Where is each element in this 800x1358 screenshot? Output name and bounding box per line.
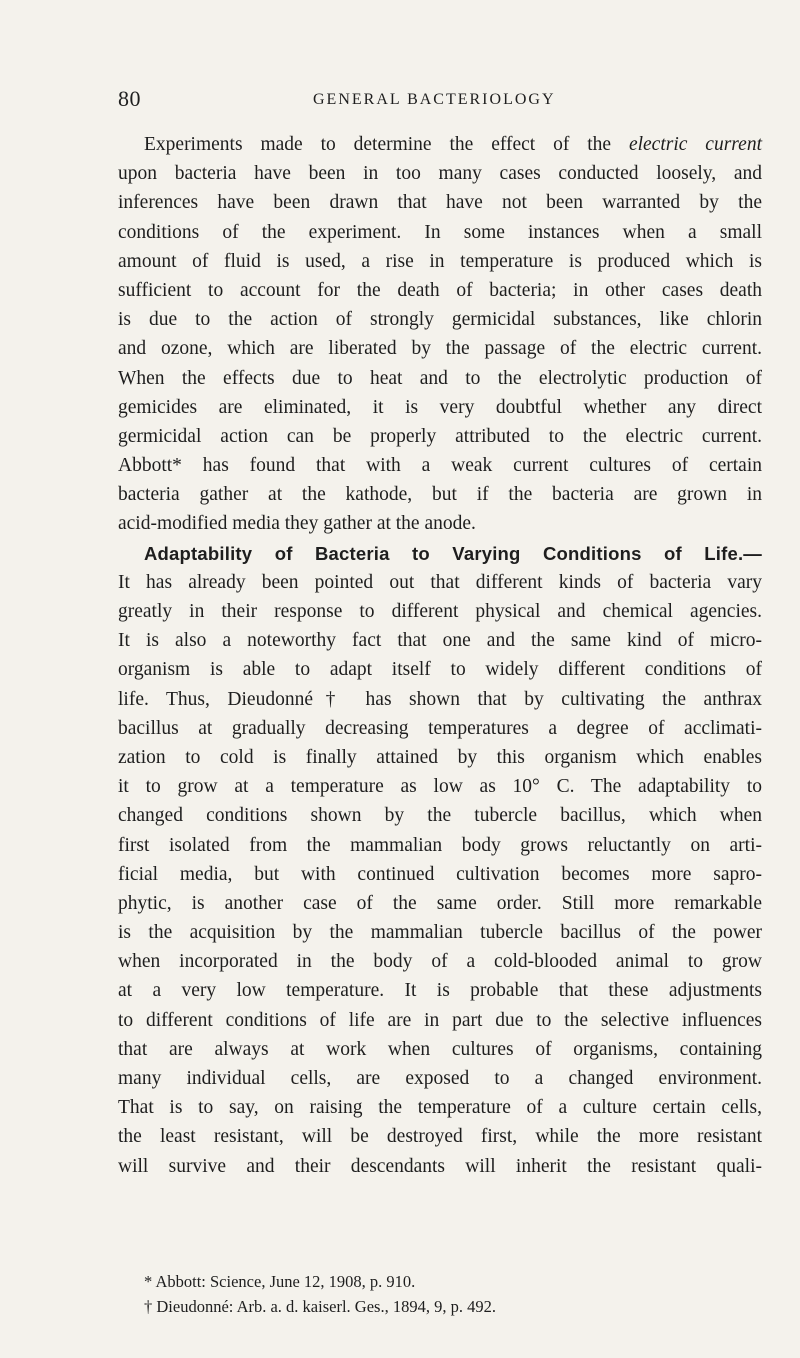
footnote-abbott: * Abbott: Science, June 12, 1908, p. 910.: [144, 1272, 416, 1291]
text-line: bacteria gather at the kathode, but if the bacteria are grown in: [118, 484, 762, 506]
text-line: amount of fluid is used, a rise in temperature is produced which is: [118, 250, 762, 272]
text-line: when incorporated in the body of a cold-blooded animal to grow: [118, 951, 762, 973]
text-line: upon bacteria have been in too many cases conducted loosely, and: [118, 163, 762, 185]
paragraph-adaptability: [118, 539, 762, 1181]
section-heading: Adaptability of Bacteria to Varying Conditions of Life.—: [144, 542, 762, 564]
paragraph-electric-current: [118, 130, 762, 539]
text-line: the least resistant, will be destroyed first, while the more resistant: [118, 1126, 762, 1148]
text-line: that are always at work when cultures of organisms, containing: [118, 1038, 762, 1060]
text-line: It is also a noteworthy fact that one and the same kind of micro-: [118, 630, 762, 652]
page-header: [118, 86, 744, 116]
text-line: bacillus at gradually decreasing temperatures a degree of acclimati-: [118, 717, 762, 739]
text-line: many individual cells, are exposed to a changed environment.: [118, 1068, 762, 1089]
running-head: GENERAL BACTERIOLOGY: [313, 91, 556, 108]
text-line: ficial media, but with continued cultivation becomes more sapro-: [118, 863, 762, 885]
text-line: and ozone, which are liberated by the passage of the electric current.: [118, 338, 762, 360]
text-line: Abbott* has found that with a weak current cultures of certain: [118, 455, 762, 477]
text-line: life. Thus, Dieudonné† has shown that by cultivating the anthrax: [118, 688, 762, 710]
text-line: It has already been pointed out that different kinds of bacteria vary: [118, 571, 762, 593]
text-line: first isolated from the mammalian body grows reluctantly on arti-: [118, 834, 762, 856]
text-line: organism is able to adapt itself to widely different conditions of: [118, 659, 762, 681]
text-line: changed conditions shown by the tubercle bacillus, which when: [118, 805, 762, 827]
text-line: That is to say, on raising the temperature of a culture certain cells,: [118, 1097, 762, 1119]
text-line: germicidal action can be properly attributed to the electric current.: [118, 425, 762, 447]
text-line: greatly in their response to different physical and chemical agencies.: [118, 601, 762, 622]
text-line: sufficient to account for the death of bacteria; in other cases death: [118, 279, 762, 301]
footnote-dieudonne: † Dieudonné: Arb. a. d. kaiserl. Ges., 1894, 9, p. 492.: [144, 1297, 496, 1316]
body-text: [118, 130, 762, 1181]
text-line: zation to cold is finally attained by this organism which enables: [118, 746, 762, 768]
text-line: [118, 130, 762, 159]
text-line-segment: Experiments made to determine the effect of the: [144, 134, 629, 155]
page-number: 80: [118, 86, 141, 111]
text-line: gemicides are eliminated, it is very doubtful whether any direct: [118, 396, 762, 418]
text-line: to different conditions of life are in part due to the selective influences: [118, 1009, 762, 1031]
text-line: is due to the action of strongly germicidal substances, like chlorin: [118, 309, 762, 331]
text-line: will survive and their descendants will inherit the resistant quali-: [118, 1155, 762, 1177]
footnotes: [144, 1269, 764, 1319]
text-line: acid-modified media they gather at the anode.: [118, 513, 476, 535]
emphasis-electric-current: electric current: [628, 134, 762, 155]
text-line: is the acquisition by the mammalian tubercle bacillus of the power: [118, 922, 762, 944]
text-line: inferences have been drawn that have not been warranted by the: [118, 192, 762, 214]
text-line: it to grow at a temperature as low as 10° C. The adaptability to: [118, 776, 762, 798]
text-line: phytic, is another case of the same order. Still more remarkable: [118, 892, 762, 914]
text-line: conditions of the experiment. In some instances when a small: [118, 221, 762, 243]
text-line: at a very low temperature. It is probable that these adjustments: [118, 980, 762, 1002]
text-line: When the effects due to heat and to the electrolytic production of: [118, 367, 762, 389]
text-line: [118, 539, 762, 568]
